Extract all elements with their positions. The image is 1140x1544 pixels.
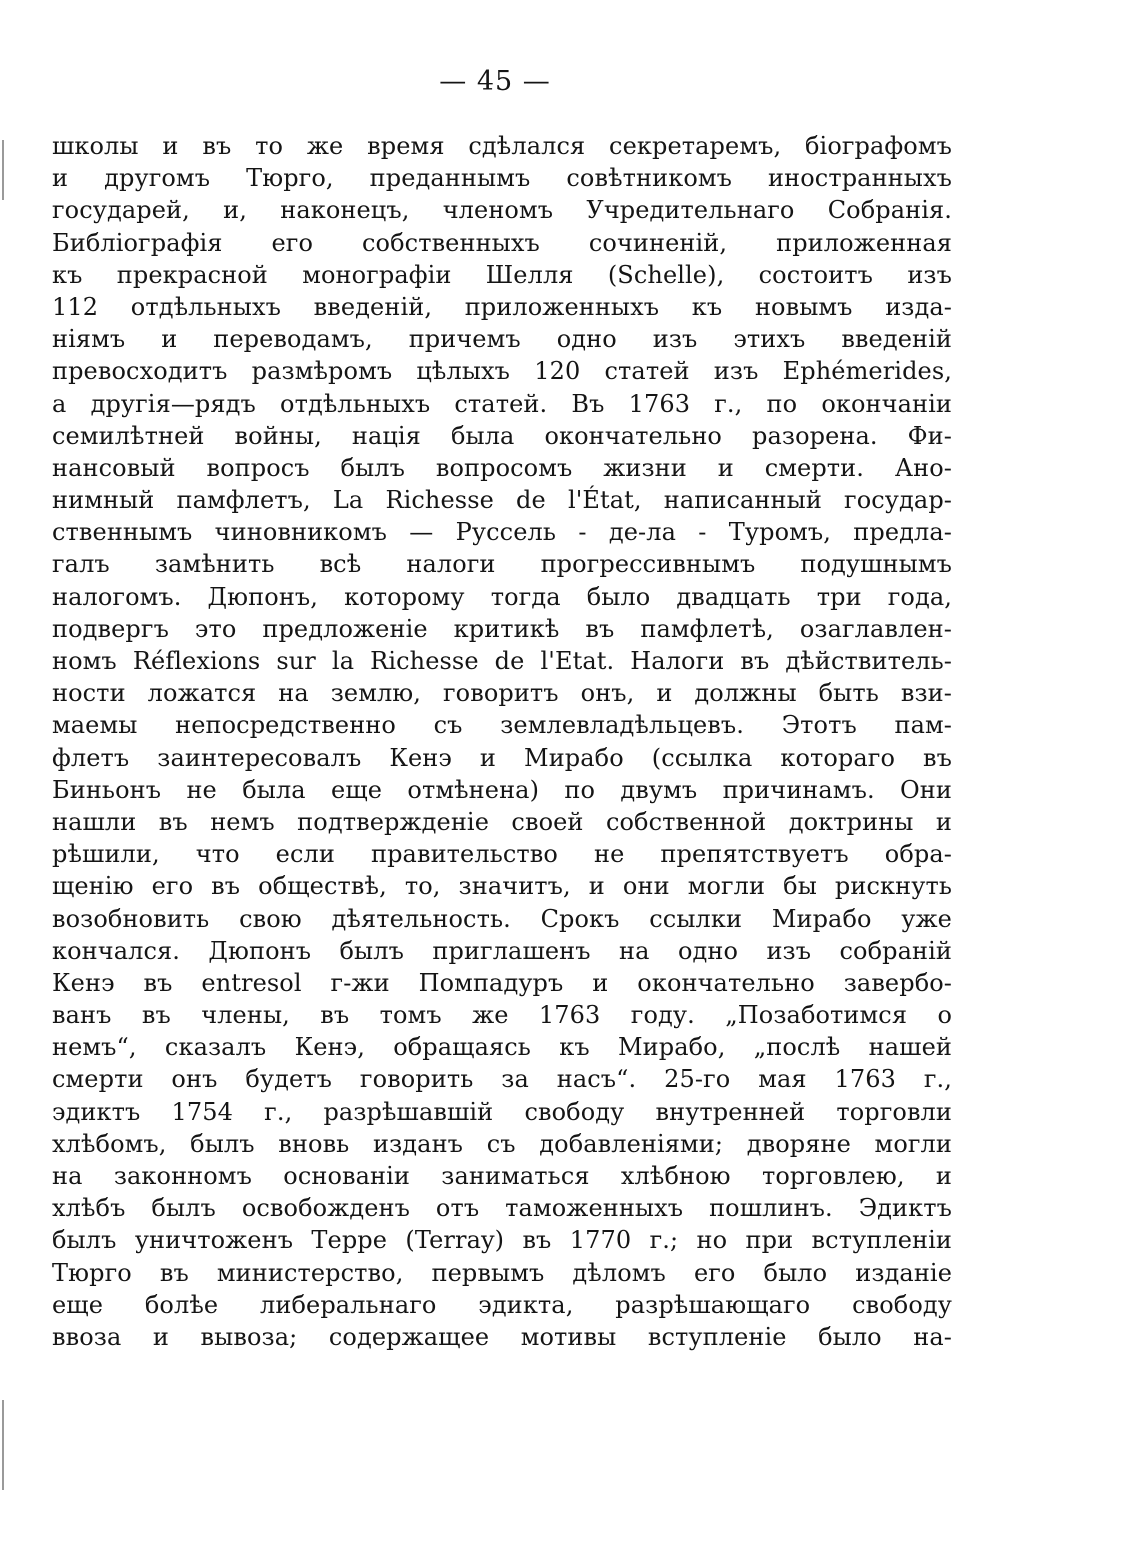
text-line: хлѣбъ былъ освобожденъ отъ таможенныхъ пошлинъ. Эдиктъ — [52, 1194, 952, 1223]
text-line: смерти онъ будетъ говорить за насъ“. 25-го мая 1763 г., — [52, 1065, 952, 1094]
text-line: школы и въ то же время сдѣлался секретаремъ, біографомъ — [52, 132, 952, 160]
text-line: Биньонъ не была еще отмѣнена) по двумъ причинамъ. Они — [52, 775, 952, 804]
text-line: кончался. Дюпонъ былъ приглашенъ на одно изъ собраній — [52, 936, 952, 965]
text-line: ности ложатся на землю, говоритъ онъ, и должны быть взи- — [52, 679, 952, 708]
text-line: а другія—рядъ отдѣльныхъ статей. Въ 1763 г., по окончаніи — [52, 389, 952, 418]
text-line: ственнымъ чиновникомъ — Руссель - де-ла - Туромъ, предла- — [52, 518, 952, 547]
text-line: къ прекрасной монографіи Шелля (Schelle), состоитъ изъ — [52, 260, 952, 289]
text-line: еще болѣе либеральнаго эдикта, разрѣшающаго свободу — [52, 1290, 952, 1319]
text-line: превосходитъ размѣромъ цѣлыхъ 120 статей изъ Ephémerides, — [52, 357, 952, 386]
text-line: рѣшили, что если правительство не препятствуетъ обра- — [52, 840, 952, 869]
text-line: Библіографія его собственныхъ сочиненій, приложенная — [52, 228, 952, 257]
text-line: нансовый вопросъ былъ вопросомъ жизни и смерти. Ано- — [52, 453, 952, 482]
text-line: хлѣбомъ, былъ вновь изданъ съ добавленіями; дворяне могли — [52, 1129, 952, 1158]
text-line: государей, и, наконецъ, членомъ Учредительнаго Собранія. — [52, 196, 952, 225]
body-text — [52, 130, 952, 1353]
text-line: нимный памфлетъ, La Richesse de l'État, написанный государ- — [52, 486, 952, 515]
text-line: и другомъ Тюрго, преданнымъ совѣтникомъ иностранныхъ — [52, 164, 952, 193]
text-line: Кенэ въ entresol г-жи Помпадуръ и окончательно завербо- — [52, 968, 952, 997]
text-line: маемы непосредственно съ землевладѣльцевъ. Этотъ пам- — [52, 711, 952, 740]
text-line: семилѣтней войны, нація была окончательно разорена. Фи- — [52, 421, 952, 450]
text-line: щенію его въ обществѣ, то, значитъ, и они могли бы рискнуть — [52, 872, 952, 901]
text-line: ввоза и вывоза; содержащее мотивы вступленіе было на- — [52, 1322, 952, 1351]
scan-edge-mark — [2, 140, 4, 200]
text-line: налогомъ. Дюпонъ, которому тогда было двадцать три года, — [52, 582, 952, 611]
text-line: флетъ заинтересовалъ Кенэ и Мирабо (ссылка котораго въ — [52, 743, 952, 772]
text-line: ванъ въ члены, въ томъ же 1763 году. „Позаботимся о — [52, 1001, 952, 1030]
text-line: возобновить свою дѣятельность. Срокъ ссылки Мирабо уже — [52, 904, 952, 933]
text-line: эдиктъ 1754 г., разрѣшавшій свободу внутренней торговли — [52, 1097, 952, 1126]
text-line: ніямъ и переводамъ, причемъ одно изъ этихъ введеній — [52, 325, 952, 354]
page-number: — 45 — — [439, 66, 551, 97]
text-line: номъ Réflexions sur la Richesse de l'Etat. Налоги въ дѣйствитель- — [52, 647, 952, 675]
text-line: немъ“, сказалъ Кенэ, обращаясь къ Мирабо, „послѣ нашей — [52, 1033, 952, 1062]
text-line: 112 отдѣльныхъ введеній, приложенныхъ къ новымъ изда- — [52, 292, 952, 321]
text-line: подвергъ это предложеніе критикѣ въ памфлетѣ, озаглавлен- — [52, 614, 952, 643]
scan-edge-mark — [2, 1400, 4, 1490]
text-line: Тюрго въ министерство, первымъ дѣломъ его было изданіе — [52, 1258, 952, 1287]
text-line: на законномъ основаніи заниматься хлѣбною торговлею, и — [52, 1162, 952, 1190]
text-line: нашли въ немъ подтвержденіе своей собственной доктрины и — [52, 807, 952, 836]
text-line: былъ уничтоженъ Терре (Terray) въ 1770 г.; но при вступленіи — [52, 1226, 952, 1255]
text-line: галъ замѣнить всѣ налоги прогрессивнымъ подушнымъ — [52, 550, 952, 579]
